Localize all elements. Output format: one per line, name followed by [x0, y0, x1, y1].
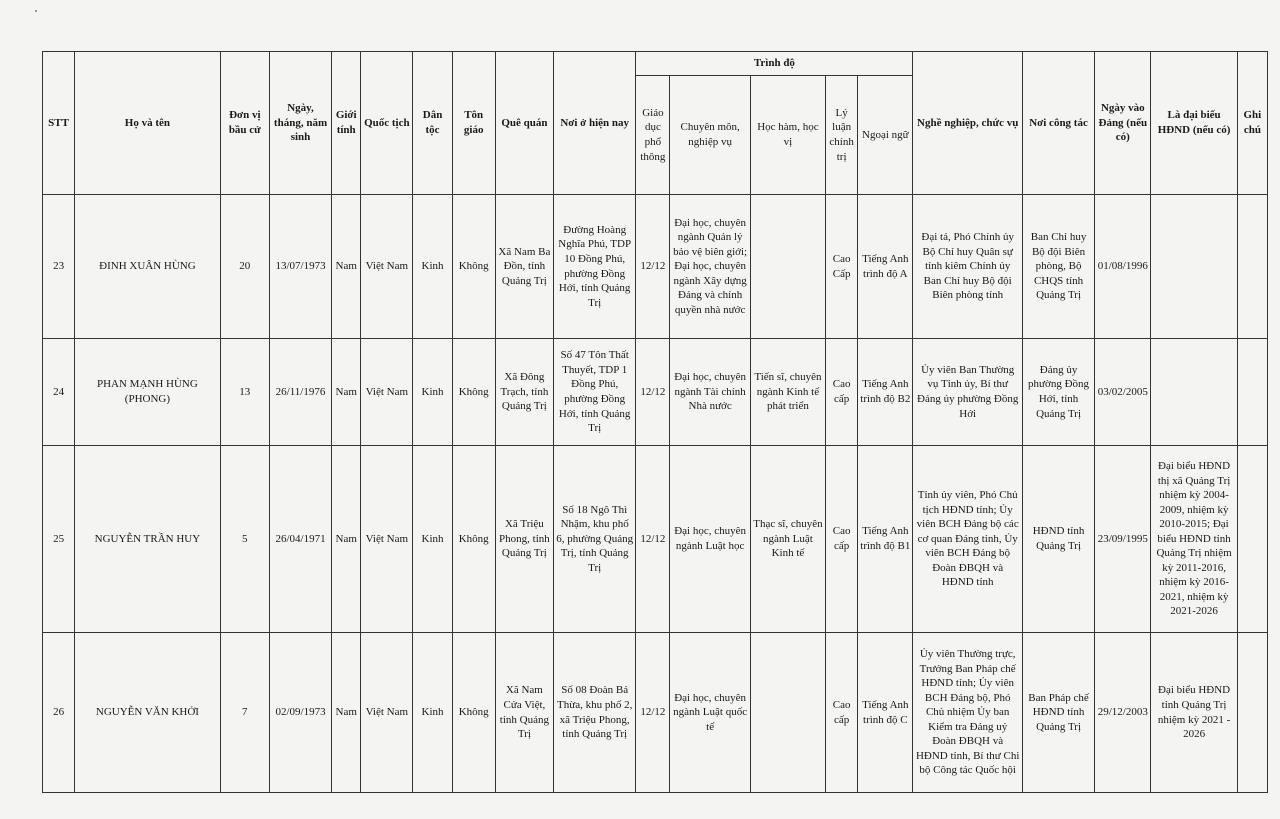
header-party-date: Ngày vào Đảng (nếu có) [1095, 52, 1151, 195]
cell-ethnicity: Kinh [413, 446, 452, 633]
cell-religion: Không [452, 195, 495, 339]
cell-unit: 5 [220, 446, 269, 633]
header-occupation: Nghề nghiệp, chức vụ [913, 52, 1022, 195]
cell-workplace: Ban Pháp chế HĐND tỉnh Quảng Trị [1022, 633, 1094, 793]
header-hometown: Quê quán [495, 52, 553, 195]
cell-specialty: Đại học, chuyên ngành Luật quốc tế [670, 633, 750, 793]
header-stt: STT [43, 52, 75, 195]
cell-nationality: Việt Nam [361, 195, 413, 339]
cell-specialty: Đại học, chuyên ngành Quản lý bảo vệ biên giới; Đại học, chuyên ngành Xây dựng Đảng và chính quyền nhà nước [670, 195, 750, 339]
header-row [43, 52, 1268, 76]
cell-language: Tiếng Anh trình độ B1 [858, 446, 913, 633]
cell-degree: Thạc sĩ, chuyên ngành Luật Kinh tế [750, 446, 825, 633]
cell-dob: 02/09/1973 [269, 633, 331, 793]
cell-ethnicity: Kinh [413, 339, 452, 446]
cell-gender: Nam [332, 633, 361, 793]
cell-party-date: 23/09/1995 [1095, 446, 1151, 633]
header-ethnicity: Dân tộc [413, 52, 452, 195]
table-row [43, 446, 1268, 633]
cell-general-edu: 12/12 [636, 446, 670, 633]
cell-residence: Số 18 Ngô Thì Nhậm, khu phố 6, phường Quảng Trị, tỉnh Quảng Trị [554, 446, 636, 633]
cell-unit: 20 [220, 195, 269, 339]
cell-language: Tiếng Anh trình độ A [858, 195, 913, 339]
cell-general-edu: 12/12 [636, 195, 670, 339]
cell-note [1237, 633, 1267, 793]
header-delegate: Là đại biểu HĐND (nếu có) [1151, 52, 1237, 195]
cell-gender: Nam [332, 339, 361, 446]
cell-unit: 13 [220, 339, 269, 446]
header-note: Ghi chú [1237, 52, 1267, 195]
cell-stt: 24 [43, 339, 75, 446]
cell-nationality: Việt Nam [361, 339, 413, 446]
cell-degree [750, 195, 825, 339]
cell-delegate: Đại biểu HĐND tỉnh Quảng Trị nhiệm kỳ 2021 - 2026 [1151, 633, 1237, 793]
header-degree: Học hàm, học vị [750, 76, 825, 195]
cell-politics: Cao cấp [826, 339, 858, 446]
candidate-table [42, 51, 1268, 793]
cell-party-date: 03/02/2005 [1095, 339, 1151, 446]
cell-party-date: 01/08/1996 [1095, 195, 1151, 339]
cell-gender: Nam [332, 446, 361, 633]
cell-language: Tiếng Anh trình độ C [858, 633, 913, 793]
header-residence: Nơi ở hiện nay [554, 52, 636, 195]
cell-note [1237, 195, 1267, 339]
cell-religion: Không [452, 446, 495, 633]
cell-name: ĐINH XUÂN HÙNG [75, 195, 221, 339]
cell-delegate [1151, 195, 1237, 339]
header-unit: Đơn vị bầu cử [220, 52, 269, 195]
cell-occupation: Đại tá, Phó Chính ủy Bộ Chỉ huy Quân sự tỉnh kiêm Chính ủy Ban Chỉ huy Bộ đội Biên phòng tỉnh [913, 195, 1022, 339]
cell-ethnicity: Kinh [413, 195, 452, 339]
cell-general-edu: 12/12 [636, 633, 670, 793]
cell-hometown: Xã Đông Trạch, tỉnh Quảng Trị [495, 339, 553, 446]
header-education-group: Trình độ [636, 52, 913, 76]
header-nationality: Quốc tịch [361, 52, 413, 195]
cell-religion: Không [452, 339, 495, 446]
cell-dob: 26/04/1971 [269, 446, 331, 633]
cell-dob: 13/07/1973 [269, 195, 331, 339]
header-general-edu: Giáo dục phổ thông [636, 76, 670, 195]
cell-hometown: Xã Nam Ba Đồn, tỉnh Quảng Trị [495, 195, 553, 339]
cell-occupation: Tỉnh ủy viên, Phó Chủ tịch HĐND tỉnh; Ủy viên BCH Đảng bộ các cơ quan Đảng tỉnh, Ủy viên BCH Đảng bộ Đoàn ĐBQH và HĐND tỉnh [913, 446, 1022, 633]
cell-residence: Đường Hoàng Nghĩa Phú, TDP 10 Đồng Phú, phường Đồng Hới, tỉnh Quảng Trị [554, 195, 636, 339]
cell-stt: 25 [43, 446, 75, 633]
cell-name: NGUYỄN TRẦN HUY [75, 446, 221, 633]
header-gender: Giới tính [332, 52, 361, 195]
table-row [43, 633, 1268, 793]
header-religion: Tôn giáo [452, 52, 495, 195]
cell-workplace: Ban Chỉ huy Bộ đội Biên phòng, Bộ CHQS tỉnh Quảng Trị [1022, 195, 1094, 339]
cell-note [1237, 446, 1267, 633]
header-name: Họ và tên [75, 52, 221, 195]
header-dob: Ngày, tháng, năm sinh [269, 52, 331, 195]
cell-gender: Nam [332, 195, 361, 339]
table-row [43, 339, 1268, 446]
cell-stt: 23 [43, 195, 75, 339]
cell-workplace: Đảng ủy phường Đồng Hới, tỉnh Quảng Trị [1022, 339, 1094, 446]
cell-degree [750, 633, 825, 793]
cell-note [1237, 339, 1267, 446]
cell-unit: 7 [220, 633, 269, 793]
cell-nationality: Việt Nam [361, 446, 413, 633]
cell-religion: Không [452, 633, 495, 793]
cell-occupation: Ủy viên Ban Thường vụ Tỉnh ủy, Bí thư Đảng ủy phường Đồng Hới [913, 339, 1022, 446]
cell-occupation: Ủy viên Thường trực, Trưởng Ban Pháp chế HĐND tỉnh; Ủy viên BCH Đảng bộ, Phó Chủ nhiệm Ủy ban Kiểm tra Đảng uỷ Đoàn ĐBQH và HĐND tỉnh, Bí thư Chi bộ Công tác Quốc hội [913, 633, 1022, 793]
cell-workplace: HĐND tỉnh Quảng Trị [1022, 446, 1094, 633]
cell-party-date: 29/12/2003 [1095, 633, 1151, 793]
header-specialty: Chuyên môn, nghiệp vụ [670, 76, 750, 195]
cell-general-edu: 12/12 [636, 339, 670, 446]
cell-dob: 26/11/1976 [269, 339, 331, 446]
cell-specialty: Đại học, chuyên ngành Tài chính Nhà nước [670, 339, 750, 446]
cell-name: PHAN MẠNH HÙNG (PHONG) [75, 339, 221, 446]
cell-nationality: Việt Nam [361, 633, 413, 793]
cell-specialty: Đại học, chuyên ngành Luật học [670, 446, 750, 633]
cell-residence: Số 47 Tôn Thất Thuyết, TDP 1 Đồng Phú, phường Đồng Hới, tỉnh Quảng Trị [554, 339, 636, 446]
cell-hometown: Xã Triệu Phong, tỉnh Quảng Trị [495, 446, 553, 633]
cell-politics: Cao Cấp [826, 195, 858, 339]
cell-delegate: Đại biểu HĐND thị xã Quảng Trị nhiệm kỳ 2004-2009, nhiệm kỳ 2010-2015; Đại biểu HĐND tỉnh Quảng Trị nhiệm kỳ 2011-2016, nhiệm kỳ 2016-2021, nhiệm kỳ 2021-2026 [1151, 446, 1237, 633]
cell-ethnicity: Kinh [413, 633, 452, 793]
cell-degree: Tiến sĩ, chuyên ngành Kinh tế phát triển [750, 339, 825, 446]
cell-residence: Số 08 Đoàn Bá Thừa, khu phố 2, xã Triệu Phong, tỉnh Quảng Trị [554, 633, 636, 793]
cell-politics: Cao cấp [826, 633, 858, 793]
header-workplace: Nơi công tác [1022, 52, 1094, 195]
scan-speck [35, 10, 37, 12]
header-language: Ngoại ngữ [858, 76, 913, 195]
table-row [43, 195, 1268, 339]
cell-stt: 26 [43, 633, 75, 793]
cell-politics: Cao cấp [826, 446, 858, 633]
cell-language: Tiếng Anh trình độ B2 [858, 339, 913, 446]
cell-hometown: Xã Nam Cửa Việt, tỉnh Quảng Trị [495, 633, 553, 793]
header-politics: Lý luận chính trị [826, 76, 858, 195]
cell-delegate [1151, 339, 1237, 446]
cell-name: NGUYỄN VĂN KHỞI [75, 633, 221, 793]
